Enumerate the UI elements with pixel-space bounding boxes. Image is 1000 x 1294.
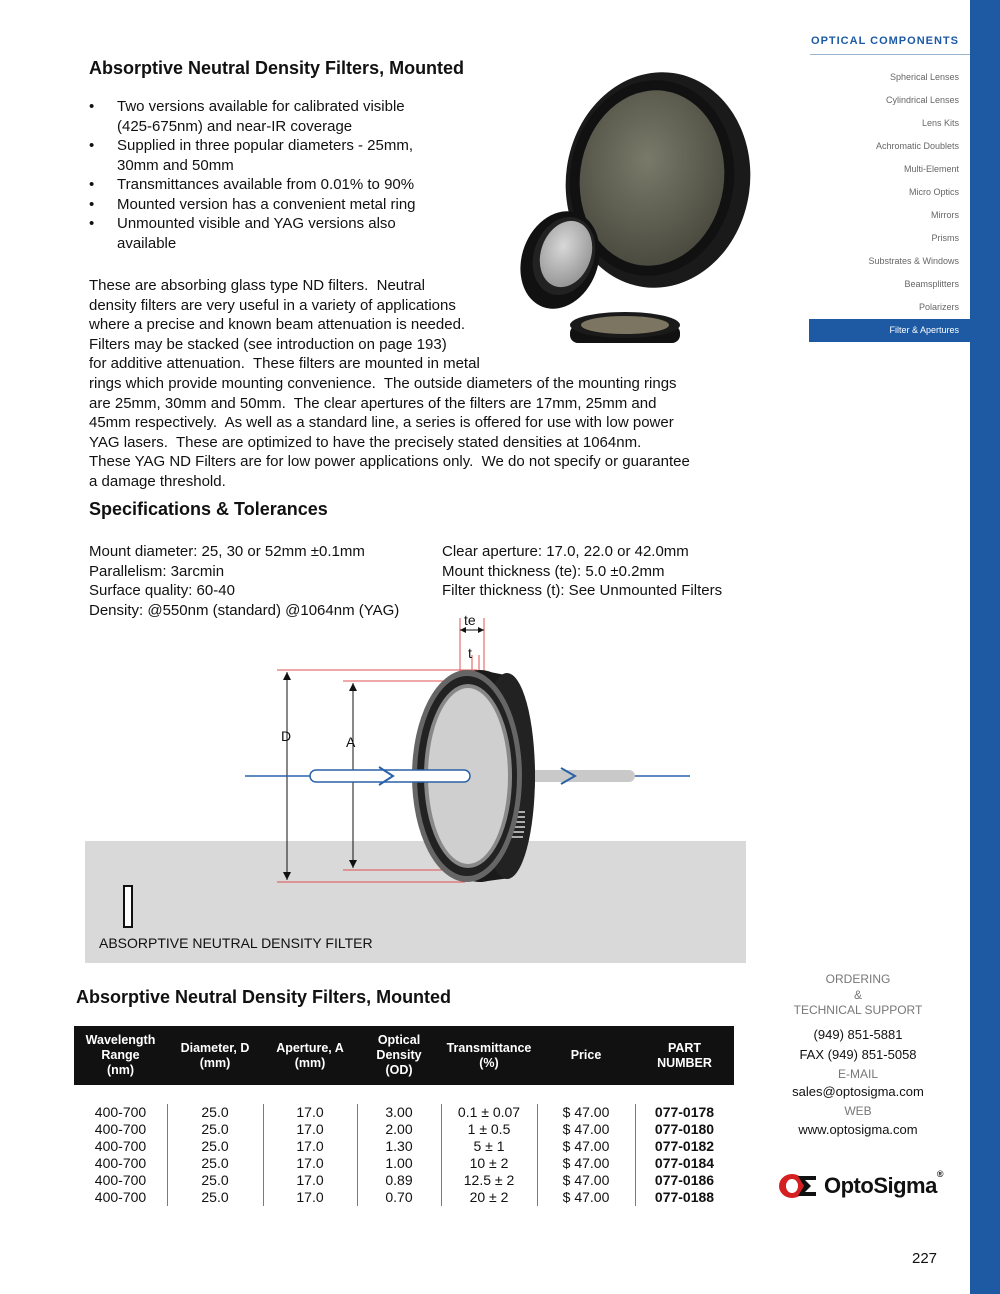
description-part2: rings which provide mounting convenience. The outside diameters of the mounting rings are 25mm, 30mm and 50mm. The clear apertures of the filters are 17mm, 25mm and 45mm respectively. As well as a standard line, a series is offered for use with low power YAG lasers. These are optimized to have the precisely stated densities at 1064nm. These YAG ND Filters are for low power applications only. We do not specify or guarantee a damage threshold. [89, 375, 690, 490]
label-t: t [468, 645, 472, 661]
sidebar-item-filter-apertures[interactable]: Filter & Apertures [809, 319, 970, 342]
specs-title: Specifications & Tolerances [89, 499, 328, 519]
cell-aperture: 17.0 [296, 1189, 324, 1205]
cell-wavelength: 400-700 [94, 1172, 147, 1188]
sidebar-item-achromatic-doublets[interactable]: Achromatic Doublets [875, 141, 959, 151]
email-label: E-MAIL [837, 1066, 878, 1081]
specs-left [89, 542, 399, 620]
table-row [74, 1172, 734, 1189]
col-header-aperture: Aperture, A (mm) [276, 1040, 344, 1070]
sidebar-item-substrates-windows[interactable]: Substrates & Windows [868, 256, 959, 266]
feature-item [89, 175, 469, 195]
cell-aperture: 17.0 [296, 1121, 324, 1137]
cell-diameter: 25.0 [201, 1155, 229, 1171]
cell-transmittance: 20 ± 2 [469, 1189, 509, 1205]
spec-clear-aperture: Clear aperture: 17.0, 22.0 or 42.0mm [442, 543, 689, 560]
feature-item [89, 136, 469, 175]
sidebar-item-cylindrical-lenses[interactable]: Cylindrical Lenses [885, 95, 959, 105]
feature-text: Mounted version has a convenient metal ring [117, 195, 416, 213]
table-row [74, 1155, 734, 1172]
col-header-diameter: Diameter, D (mm) [180, 1040, 250, 1070]
cell-wavelength: 400-700 [94, 1121, 147, 1137]
page-title: Absorptive Neutral Density Filters, Mounted [89, 58, 465, 78]
cell-transmittance: 10 ± 2 [469, 1155, 509, 1171]
fax-number: FAX (949) 851-5058 [799, 1046, 917, 1062]
cell-od: 0.70 [385, 1189, 413, 1205]
cell-part-number[interactable]: 077-0180 [654, 1121, 715, 1137]
cell-part-number[interactable]: 077-0184 [654, 1155, 715, 1171]
filter-diagram [85, 610, 746, 900]
sidebar-item-spherical-lenses[interactable]: Spherical Lenses [889, 72, 959, 82]
sidebar-item-lens-kits[interactable]: Lens Kits [921, 118, 959, 128]
cell-transmittance: 0.1 ± 0.07 [457, 1104, 521, 1120]
feature-text: Unmounted visible and YAG versions also available [117, 215, 396, 252]
optosigma-logo [778, 1169, 943, 1200]
spec-surface-quality: Surface quality: 60-40 [89, 582, 235, 599]
optosigma-mark-icon [778, 1172, 818, 1200]
cell-part-number[interactable]: 077-0182 [654, 1138, 715, 1154]
cell-aperture: 17.0 [296, 1172, 324, 1188]
cell-part-number[interactable]: 077-0188 [654, 1189, 715, 1205]
cell-price: $ 47.00 [562, 1172, 610, 1188]
col-header-wavelength: Wavelength Range (nm) [85, 1033, 156, 1077]
section-title: OPTICAL COMPONENTS [811, 35, 959, 47]
contact-block [780, 972, 936, 1140]
col-header-part-number: PART NUMBER [657, 1040, 712, 1070]
spec-mount-diameter: Mount diameter: 25, 30 or 52mm ±0.1mm [89, 543, 365, 560]
exit-beam [525, 770, 635, 782]
table-row [74, 1121, 734, 1138]
cell-diameter: 25.0 [201, 1121, 229, 1137]
logo-wordmark [824, 1169, 943, 1199]
feature-text: Transmittances available from 0.01% to 90% [117, 176, 415, 193]
sidebar-item-multi-element[interactable]: Multi-Element [903, 164, 959, 174]
col-header-price: Price [570, 1048, 602, 1062]
cell-od: 2.00 [385, 1121, 413, 1137]
cell-od: 0.89 [385, 1172, 413, 1188]
description-part1: These are absorbing glass type ND filters. Neutral density filters are very useful in a variety of applications where a precise and known beam attenuation is needed. Filters may be stacked (see introduction on page 193) for additive attenuation. These filters are mounted in metal [89, 277, 480, 372]
feature-text: Two versions available for calibrated visible (425-675nm) and near-IR coverage [117, 98, 405, 135]
page-edge-bar [970, 0, 1000, 1294]
feature-text: Supplied in three popular diameters - 25mm, 30mm and 50mm [117, 137, 413, 174]
sidebar-item-prisms[interactable]: Prisms [931, 233, 959, 243]
cell-wavelength: 400-700 [94, 1155, 147, 1171]
cell-od: 1.30 [385, 1138, 413, 1154]
label-d: D [281, 728, 292, 744]
col-header-od: Optical Density (OD) [376, 1033, 422, 1077]
sidebar-item-beamsplitters[interactable]: Beamsplitters [904, 279, 959, 289]
label-te: te [464, 612, 476, 628]
sidebar-item-polarizers[interactable]: Polarizers [918, 302, 959, 312]
table-row [74, 1104, 734, 1121]
cell-diameter: 25.0 [201, 1138, 229, 1154]
spec-filter-thickness: Filter thickness (t): See Unmounted Filters [442, 582, 723, 599]
cell-part-number[interactable]: 077-0186 [654, 1172, 715, 1188]
cell-wavelength: 400-700 [94, 1138, 147, 1154]
spec-parallelism: Parallelism: 3arcmin [89, 562, 225, 580]
table-row [74, 1138, 734, 1155]
cell-od: 3.00 [385, 1104, 413, 1120]
cell-wavelength: 400-700 [94, 1104, 147, 1120]
sidebar-item-micro-optics[interactable]: Micro Optics [908, 187, 959, 197]
web-label: WEB [844, 1104, 872, 1118]
filter-symbol-icon [123, 885, 133, 928]
cell-aperture: 17.0 [296, 1138, 324, 1154]
cell-aperture: 17.0 [296, 1104, 324, 1120]
feature-list [89, 97, 469, 253]
label-a: A [346, 734, 356, 750]
cell-transmittance: 12.5 ± 2 [463, 1172, 515, 1188]
sidebar-item-mirrors[interactable]: Mirrors [931, 210, 959, 220]
web-link[interactable]: www.optosigma.com [798, 1121, 918, 1137]
spec-mount-thickness: Mount thickness (te): 5.0 ±0.2mm [442, 562, 665, 580]
cell-transmittance: 1 ± 0.5 [467, 1121, 511, 1137]
cell-part-number[interactable]: 077-0178 [654, 1104, 715, 1120]
diagram-caption: ABSORPTIVE NEUTRAL DENSITY FILTER [99, 935, 373, 951]
phone-number[interactable]: (949) 851-5881 [813, 1026, 903, 1042]
spec-density: Density: @550nm (standard) @1064nm (YAG) [89, 601, 400, 619]
feature-item [89, 214, 469, 253]
feature-item [89, 195, 469, 215]
cell-aperture: 17.0 [296, 1155, 324, 1171]
table-title: Absorptive Neutral Density Filters, Mounted [76, 987, 452, 1007]
logo-text: OptoSigma [824, 1173, 937, 1198]
col-header-transmittance: Transmittance (%) [446, 1040, 532, 1070]
cell-price: $ 47.00 [562, 1104, 610, 1120]
cell-diameter: 25.0 [201, 1104, 229, 1120]
page-number: 227 [912, 1250, 938, 1267]
product-photo [500, 60, 760, 350]
cell-diameter: 25.0 [201, 1172, 229, 1188]
table-row [74, 1189, 734, 1206]
entry-beam [310, 770, 470, 782]
section-divider [810, 54, 970, 55]
specs-right [442, 542, 722, 601]
cell-price: $ 47.00 [562, 1155, 610, 1171]
email-link[interactable]: sales@optosigma.com [792, 1084, 924, 1099]
cell-price: $ 47.00 [562, 1138, 610, 1154]
cell-transmittance: 5 ± 1 [473, 1138, 505, 1154]
cell-price: $ 47.00 [562, 1189, 610, 1205]
cell-wavelength: 400-700 [94, 1189, 147, 1205]
cell-od: 1.00 [385, 1155, 413, 1171]
cell-price: $ 47.00 [562, 1121, 610, 1137]
sidebar-nav [809, 66, 959, 342]
logo-registered: ® [936, 1169, 943, 1179]
feature-item [89, 97, 469, 136]
table-body [74, 1104, 734, 1206]
ordering-label: ORDERING & TECHNICAL SUPPORT [793, 972, 923, 1017]
table-header [74, 1026, 734, 1085]
cell-diameter: 25.0 [201, 1189, 229, 1205]
